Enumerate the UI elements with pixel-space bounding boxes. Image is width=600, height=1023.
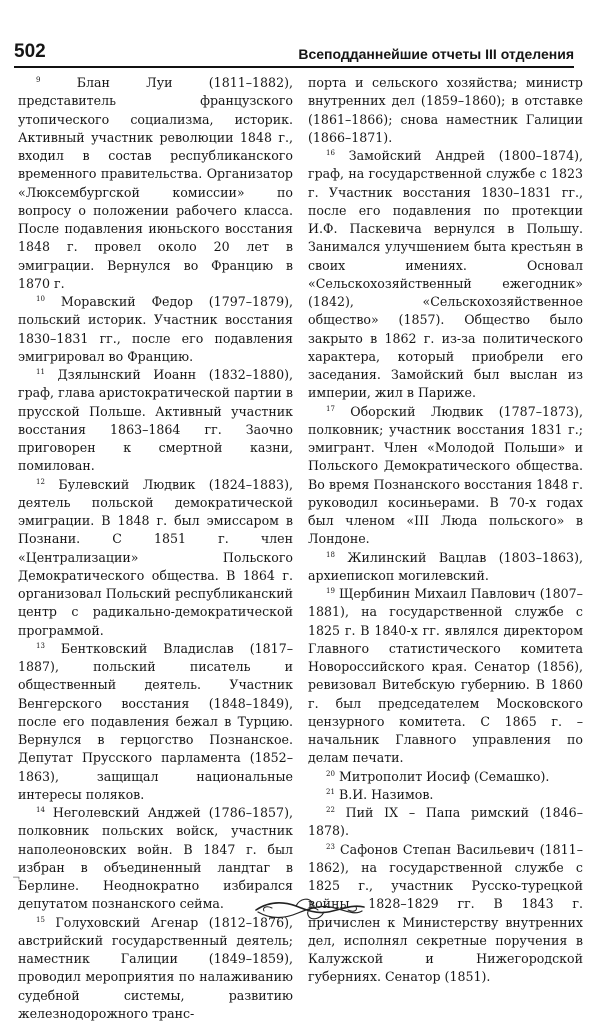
footnote-11: $^{11}$ Дзялынский Иоанн (1832–1880), граф, глава аристократической партии в прусской Польше. Активный участник восстания 1863–1864 гг. Заочно приговорен к смертной казни, помилован. [18, 366, 293, 476]
footnote-21: $^{21}$ В.И. Назимов. [308, 786, 583, 804]
footnote-20: $^{20}$ Митрополит Иосиф (Семашко). [308, 768, 583, 786]
running-title: Всеподданнейшие отчеты III отделения [298, 46, 574, 62]
footnote-19: $^{19}$ Щербинин Михаил Павлович (1807–1881), на государственной службе с 1825 г. В 1840-х гг. являлся директором Главного статистического комитета Новороссийского края. Сенатор (1856), ревизовал Витебскую губернию. В 1860 г. был председателем Московского цензурного комитета. С 1865 г. – начальник Главного управления по делам печати. [308, 585, 583, 768]
footnote-15: $^{15}$ Голуховский Агенар (1812–1876), австрийский государственный деятель; наместник Галиции (1849–1859), проводил мероприятия по налаживанию судебной системы, развитию железнодорожного транс- [18, 914, 293, 1023]
running-header [14, 38, 574, 68]
page-number: 502 [14, 41, 46, 63]
footnote-9: $^9$ Блан Луи (1811–1882), представитель французского утопического социализма, историк. Активный участник революции 1848 г., входил в состав республиканского временного правительства. Организатор «Люксембургской комиссии» по вопросу о положении рабочего класса. После подавления июньского восстания 1848 г. провел около 20 лет в эмиграции. Вернулся во Францию в 1870 г. [18, 74, 293, 293]
end-ornament-icon [252, 892, 368, 926]
footnote-18: $^{18}$ Жилинский Вацлав (1803–1863), архиепископ могилевский. [308, 549, 583, 586]
right-column [308, 74, 583, 987]
left-column [18, 74, 293, 1023]
footnote-23: $^{23}$ Сафонов Степан Васильевич (1811–1862), на государственной службе с 1825 г., участник Русско-турецкой войны 1828–1829 гг. В 1843 г. причислен к Министерству внутренних дел, исполнял секретные поручения в Калужской и Нижегородской губерниях. Сенатор (1851). [308, 841, 583, 987]
footnote-13: $^{13}$ Бентковский Владислав (1817–1887), польский писатель и общественный деятель. Участник Венгерского восстания (1848–1849), после его подавления бежал в Турцию. Вернулся в герцогство Познанское. Депутат Прусского парламента (1852–1863), защищал национальные интересы поляков. [18, 640, 293, 804]
footnote-22: $^{22}$ Пий IX – Папа римский (1846–1878). [308, 804, 583, 841]
footnote-15-continuation: порта и сельского хозяйства; министр внутренних дел (1859–1860); в отставке (1861–1866); снова наместник Галиции (1866–1871). [308, 74, 583, 147]
footnote-16: $^{16}$ Замойский Андрей (1800–1874), граф, на государственной службе с 1823 г. Участник восстания 1830–1831 гг., после его подавления по протекции И.Ф. Паскевича вернулся в Польшу. Занимался улучшением быта крестьян в своих имениях. Основал «Сельскохозяйственный ежегодник» (1842), «Сельскохозяйственное общество» (1857). Общество было закрыто в 1862 г. из-за политического характера, который приобрели его заседания. Замойский был выслан из империи, жил в Париже. [308, 147, 583, 403]
footnote-14: $^{14}$ Неголевский Анджей (1786–1857), полковник польских войск, участник наполеоновских войн. В 1847 г. был избран в объединенный ландтаг в Берлине. Неоднократно избирался депутатом познанского сейма. [18, 804, 293, 914]
footnote-10: $^{10}$ Моравский Федор (1797–1879), польский историк. Участник восстания 1830–1831 гг., после его подавления эмигрировал во Францию. [18, 293, 293, 366]
footnote-17: $^{17}$ Оборский Людвик (1787–1873), полковник; участник восстания 1831 г.; эмигрант. Член «Молодой Польши» и Польского Демократического общества. Во время Познанского восстания 1848 г. руководил косиньерами. В 70-х годах был членом «III Люда польского» в Лондоне. [308, 403, 583, 549]
margin-mark: ¬. [12, 873, 24, 884]
footnote-12: $^{12}$ Булевский Людвик (1824–1883), деятель польской демократической эмиграции. В 1848 г. был эмиссаром в Познани. С 1851 г. член «Централизации» Польского Демократического общества. В 1864 г. организовал Польский республиканский центр с радикально-демократической программой. [18, 476, 293, 640]
